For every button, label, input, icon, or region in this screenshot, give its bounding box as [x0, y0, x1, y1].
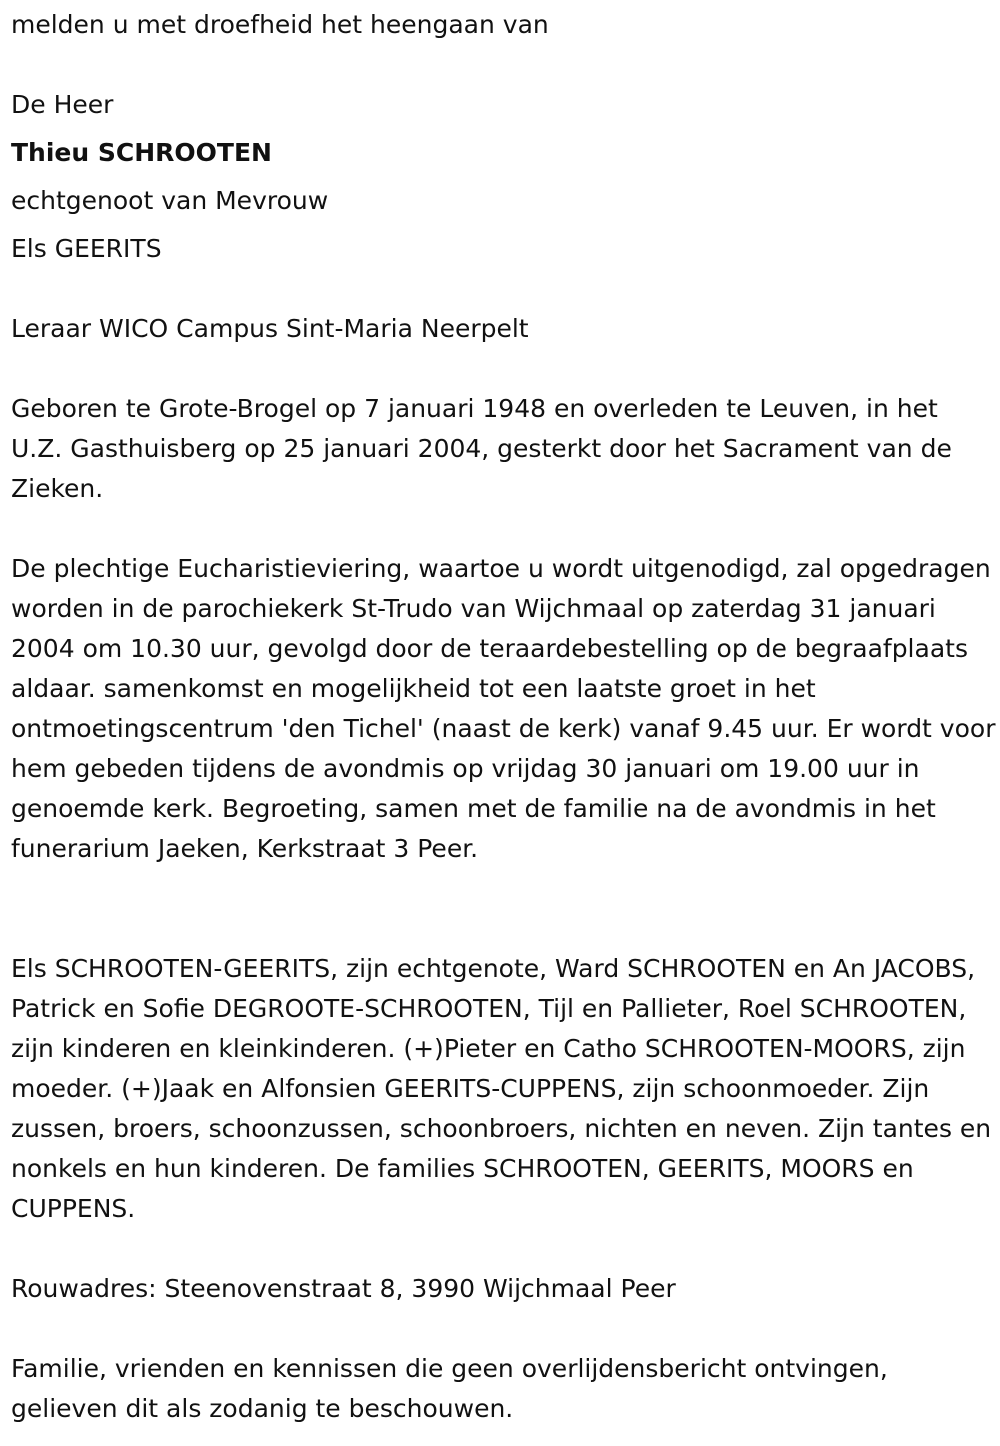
mourning-address: Rouwadres: Steenovenstraat 8, 3990 Wijchmaal Peer	[11, 1274, 676, 1303]
birth-death-paragraph: Geboren te Grote-Brogel op 7 januari 1948 en overleden te Leuven, in het U.Z. Gasthuisberg op 25 januari 2004, gesterkt door het Sacrament van de Zieken.	[11, 394, 952, 503]
honorific: De Heer	[11, 90, 114, 119]
spouse-label: echtgenoot van Mevrouw	[11, 186, 329, 215]
occupation: Leraar WICO Campus Sint-Maria Neerpelt	[11, 314, 529, 343]
intro-text: melden u met droefheid het heengaan van	[11, 10, 549, 39]
family-paragraph: Els SCHROOTEN-GEERITS, zijn echtgenote, Ward SCHROOTEN en An JACOBS, Patrick en Sofie DEGROOTE-SCHROOTEN, Tijl en Pallieter, Roel SCHROOTEN, zijn kinderen en kleinkinderen. (+)Pieter en Catho SCHROOTEN-MOORS, zijn moeder. (+)Jaak en Alfonsien GEERITS-CUPPENS, zijn schoonmoeder. Zijn zussen, broers, schoonzussen, schoonbroers, nichten en neven. Zijn tantes en nonkels en hun kinderen. De families SCHROOTEN, GEERITS, MOORS en CUPPENS.	[11, 954, 992, 1223]
ceremony-paragraph: De plechtige Eucharistieviering, waartoe u wordt uitgenodigd, zal opgedragen worden in de parochiekerk St-Trudo van Wijchmaal op zaterdag 31 januari 2004 om 10.30 uur, gevolgd door de teraardebestelling op de begraafplaats aldaar. samenkomst en mogelijkheid tot een laatste groet in het ontmoetingscentrum 'den Tichel' (naast de kerk) vanaf 9.45 uur. Er wordt voor hem gebeden tijdens de avondmis op vrijdag 30 januari om 19.00 uur in genoemde kerk. Begroeting, samen met de familie na de avondmis in het funerarium Jaeken, Kerkstraat 3 Peer.	[11, 554, 996, 863]
deceased-name: Thieu SCHROOTEN	[11, 138, 272, 167]
spouse-name: Els GEERITS	[11, 234, 162, 263]
closing-paragraph: Familie, vrienden en kennissen die geen overlijdensbericht ontvingen, gelieven dit als zodanig te beschouwen.	[11, 1354, 888, 1423]
